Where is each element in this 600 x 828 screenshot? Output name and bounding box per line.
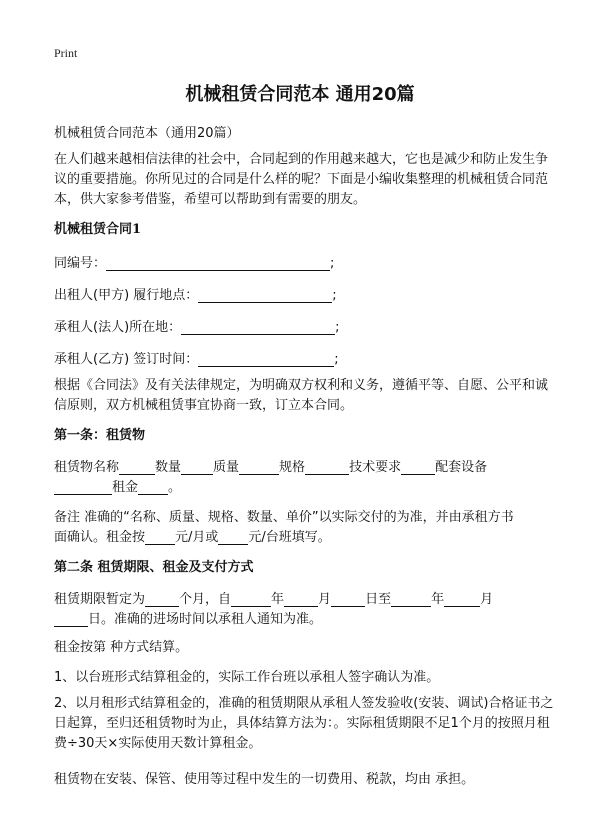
article2-heading: 第二条 租赁期限、租金及支付方式 <box>54 560 254 575</box>
equipment-label: 配套设备 <box>435 460 488 475</box>
period-prefix: 租赁期限暂定为 <box>54 592 146 607</box>
lessee-signing-blank[interactable] <box>198 352 334 367</box>
lease-period-line2 <box>54 608 322 627</box>
quality-blank[interactable] <box>239 460 279 475</box>
terminator: ; <box>335 320 340 335</box>
method1-line: 1、以台班形式结算租金的，实际工作台班以承租人签字确认为准。 <box>54 670 440 685</box>
fees-line: 租赁物在安装、保管、使用等过程中发生的一切费用、税款，均由 承担。 <box>54 772 475 787</box>
contract-heading: 机械租赁合同1 <box>54 222 142 237</box>
document-subtitle: 机械租赁合同范本（通用20篇） <box>54 126 240 141</box>
monthly-rent-blank[interactable] <box>145 530 175 545</box>
note-line1: 备注 准确的“名称、质量、规格、数量、单价”以实际交付的为准，并由承租方书 <box>54 510 514 525</box>
lessee-address-line <box>54 316 340 335</box>
lessor-line <box>54 284 337 303</box>
lessor-label: 出租人(甲方) 履行地点： <box>54 288 199 303</box>
quality-label: 质量 <box>213 460 240 475</box>
tech-blank[interactable] <box>401 460 435 475</box>
start-year-blank[interactable] <box>231 592 271 607</box>
month1-label: 月 <box>318 592 332 607</box>
year2-label: 年 <box>431 592 445 607</box>
spec-label: 规格 <box>279 460 306 475</box>
rent-end: 。 <box>168 480 182 495</box>
end-year-blank[interactable] <box>391 592 431 607</box>
contract-number-line <box>54 252 334 271</box>
rent-label: 租金 <box>112 480 139 495</box>
start-day-blank[interactable] <box>331 592 365 607</box>
day-end-label: 日。准确的进场时间以承租人通知为准。 <box>88 612 323 627</box>
equipment-blank[interactable] <box>54 480 112 495</box>
rent-line <box>54 476 181 495</box>
lessor-blank[interactable] <box>198 288 332 303</box>
rent-blank[interactable] <box>138 480 168 495</box>
item-name-blank[interactable] <box>119 460 155 475</box>
basis-paragraph: 根据《合同法》及有关法律规定，为明确双方权利和义务，遵循平等、自愿、公平和诚信原则，双方机械租赁事宜协商一致，订立本合同。 <box>54 378 549 413</box>
payment-method-line: 租金按第 种方式结算。 <box>54 640 189 655</box>
per-shift-label: 元/台班填写。 <box>248 530 331 545</box>
lessee-signing-line <box>54 348 339 367</box>
end-month-blank[interactable] <box>444 592 480 607</box>
spec-blank[interactable] <box>305 460 349 475</box>
terminator: ; <box>330 256 335 271</box>
document-title: 机械租赁合同范本 通用20篇 <box>185 84 415 105</box>
month2-label: 月 <box>480 592 494 607</box>
shift-rent-blank[interactable] <box>218 530 248 545</box>
months-blank[interactable] <box>145 592 179 607</box>
contract-number-blank[interactable] <box>106 256 330 271</box>
lease-item-line <box>54 456 487 475</box>
item-name-label: 租赁物名称 <box>54 460 120 475</box>
lessee-address-blank[interactable] <box>181 320 335 335</box>
method2-paragraph: 2、以月租形式结算租金的，准确的租赁期限从承租人签发验收(安装、调试)合格证书之日起算，至归还租赁物时为止，具体结算方法为：。实际租赁期限不足1个月的按照月租费÷30天×实际使用天数计算租金。 <box>54 696 554 751</box>
start-month-blank[interactable] <box>284 592 318 607</box>
article1-heading: 第一条：租赁物 <box>54 428 146 443</box>
contract-number-label: 同编号： <box>54 256 107 271</box>
terminator: ; <box>332 288 337 303</box>
day-to-label: 日至 <box>365 592 392 607</box>
note-line2 <box>54 526 331 545</box>
terminator: ; <box>334 352 339 367</box>
tech-label: 技术要求 <box>349 460 402 475</box>
year1-label: 年 <box>271 592 285 607</box>
print-link[interactable]: Print <box>54 46 78 60</box>
months-from-label: 个月，自 <box>179 592 232 607</box>
quantity-label: 数量 <box>155 460 182 475</box>
lessee-signing-label: 承租人(乙方) 签订时间： <box>54 352 199 367</box>
per-month-label: 元/月或 <box>175 530 219 545</box>
note-rent-label: 面确认。租金按 <box>54 530 146 545</box>
quantity-blank[interactable] <box>181 460 213 475</box>
intro-paragraph: 在人们越来越相信法律的社会中，合同起到的作用越来越大，它也是减少和防止发生争议的重要措施。你所见过的合同是什么样的呢？下面是小编收集整理的机械租赁合同范本，供大家参考借鉴，希望可以帮助到有需要的朋友。 <box>54 152 549 207</box>
lease-period-line <box>54 588 493 607</box>
end-day-blank[interactable] <box>54 612 88 627</box>
lessee-address-label: 承租人(法人)所在地： <box>54 320 182 335</box>
